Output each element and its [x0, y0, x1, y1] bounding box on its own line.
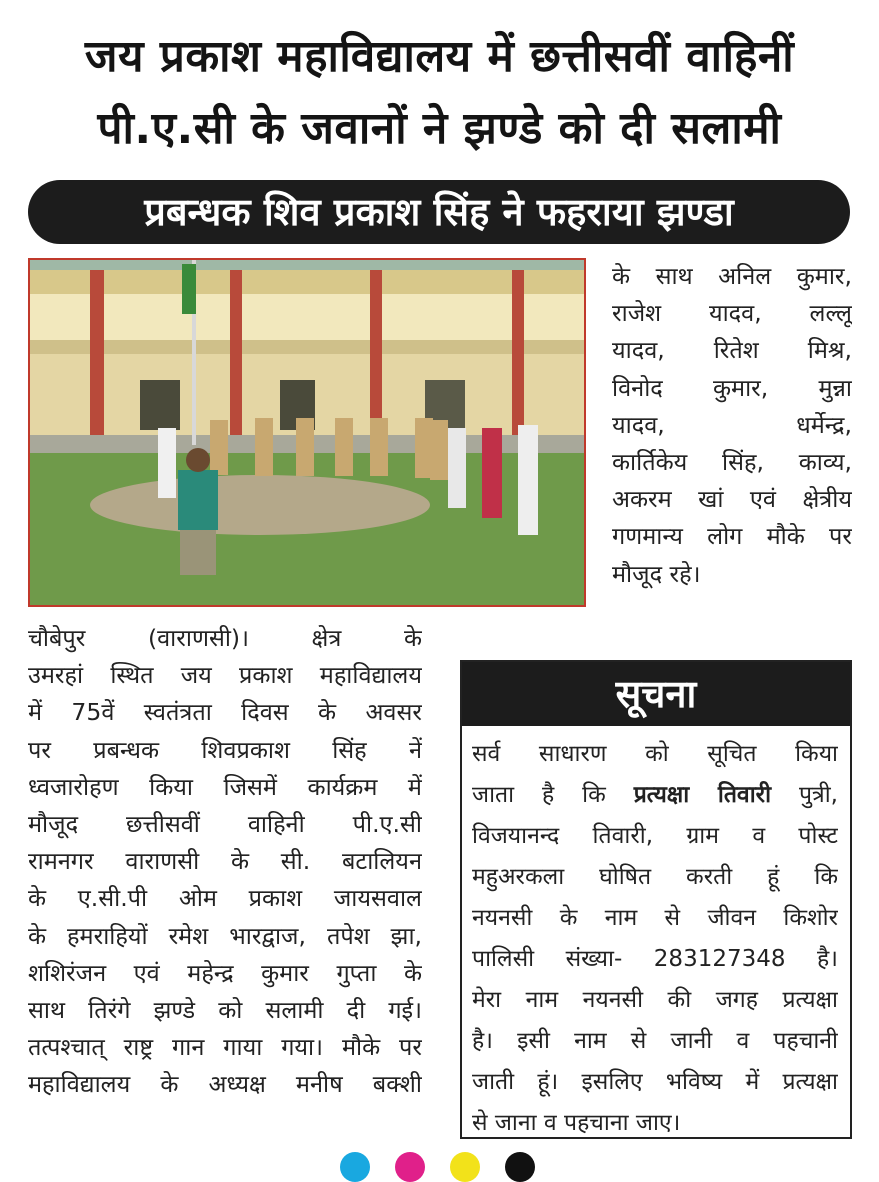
notice-line [472, 898, 838, 939]
notice-text: पालिसी संख्या- 283127348 है। [472, 946, 838, 972]
notice-title: सूचना [462, 662, 850, 726]
notice-text: है। इसी नाम से जानी व पहचानी [472, 1028, 838, 1054]
notice-text: पुत्री, [771, 782, 838, 808]
right-column-line: यादव, रितेश मिश्र, [612, 336, 852, 365]
article-line: उमरहां स्थित जय प्रकाश महाविद्यालय [28, 661, 422, 690]
headline-line-1: जय प्रकाश महाविद्यालय में छत्तीसवीं वाहिनीं [84, 31, 795, 82]
news-photo [28, 258, 586, 607]
flag-hoisting-photo [30, 260, 584, 605]
right-column-line: मौजूद रहे। [612, 559, 701, 588]
notice-line [472, 775, 838, 816]
right-column-line: अकरम खां एवं क्षेत्रीय [612, 485, 852, 514]
notice-text: महुअरकला घोषित करती हूं कि [472, 864, 838, 890]
right-column-text [612, 258, 852, 593]
right-column-line: राजेश यादव, लल्लू [612, 299, 852, 328]
notice-line [472, 1103, 838, 1144]
article-line: तत्पश्चात् राष्ट्र गान गाया गया। मौके पर [28, 1033, 422, 1062]
notice-body [472, 734, 838, 1144]
article-line: के ए.सी.पी ओम प्रकाश जायसवाल [28, 884, 422, 913]
article-line: साथ तिरंगे झण्डे को सलामी दी गई। [28, 996, 422, 1025]
notice-line [472, 1062, 838, 1103]
notice-line [472, 816, 838, 857]
right-column-line: के साथ अनिल कुमार, [612, 262, 852, 290]
notice-text: विजयानन्द तिवारी, ग्राम व पोस्ट [472, 823, 838, 849]
article-line: महाविद्यालय के अध्यक्ष मनीष बक्शी [28, 1070, 422, 1099]
article-body [28, 620, 422, 1104]
notice-box [460, 660, 852, 1139]
article-line: चौबेपुर (वाराणसी)। क्षेत्र के [28, 624, 422, 652]
notice-line [472, 939, 838, 980]
notice-text: से जाना व पहचाना जाए। [472, 1110, 681, 1136]
article-line: रामनगर वाराणसी के सी. बटालियन [28, 847, 422, 876]
article-line: शशिरंजन एवं महेन्द्र कुमार गुप्ता के [28, 958, 422, 987]
notice-text: मेरा नाम नयनसी की जगह प्रत्यक्षा [472, 987, 838, 1013]
notice-text: जाती हूं। इसलिए भविष्य में प्रत्यक्षा [472, 1069, 838, 1095]
article-line: पर प्रबन्धक शिवप्रकाश सिंह नें [28, 735, 422, 764]
headline-line-2: पी.ए.सी के जवानों ने झण्डे को दी सलामी [97, 103, 782, 154]
right-column-line: कार्तिकेय सिंह, काव्य, [612, 448, 852, 477]
notice-line [472, 734, 838, 775]
notice-bold-name: प्रत्यक्षा तिवारी [633, 782, 772, 808]
right-column-line: गणमान्य लोग मौके पर [612, 522, 852, 551]
subheadline-bar: प्रबन्धक शिव प्रकाश सिंह ने फहराया झण्डा [28, 180, 850, 244]
print-color-marks [340, 1152, 540, 1172]
article-line: में 75वें स्वतंत्रता दिवस के अवसर [28, 698, 422, 727]
notice-text: नयनसी के नाम से जीवन किशोर [472, 905, 838, 931]
article-line: के हमराहियों रमेश भारद्वाज, तपेश झा, [28, 921, 422, 950]
article-line: ध्वजारोहण किया जिसमें कार्यक्रम में [28, 772, 422, 801]
notice-text: सर्व साधारण को सूचित किया [472, 741, 838, 767]
article-line: मौजूद छत्तीसवीं वाहिनी पी.ए.सी [28, 810, 422, 839]
right-column-line: विनोद कुमार, मुन्ना [612, 373, 852, 402]
notice-line [472, 980, 838, 1021]
notice-text: जाता है कि [472, 782, 634, 808]
notice-line [472, 857, 838, 898]
right-column-line: यादव, धर्मेन्द्र, [612, 410, 852, 439]
notice-line [472, 1021, 838, 1062]
